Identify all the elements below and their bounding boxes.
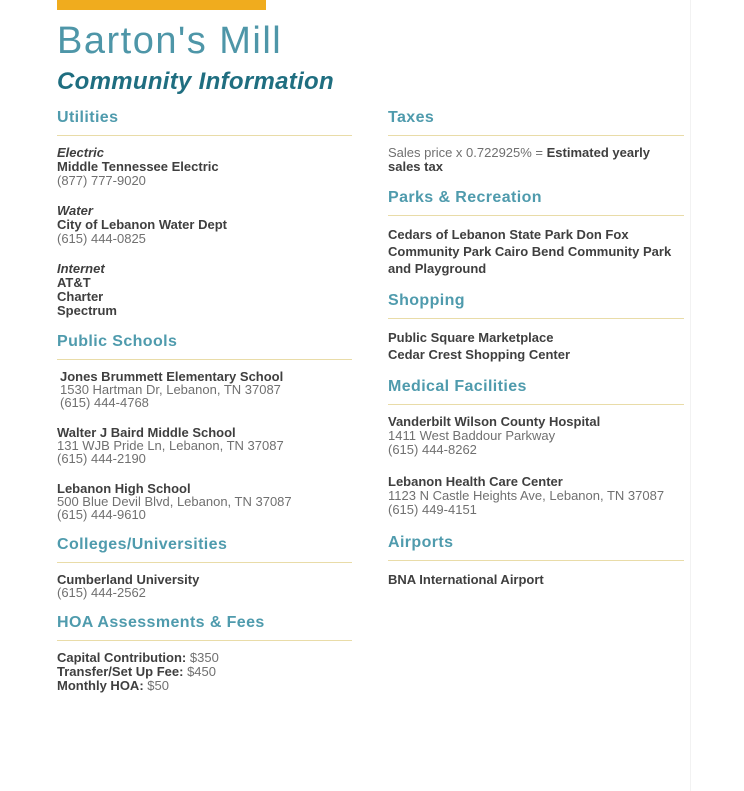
parks-body (388, 216, 684, 277)
school-item (57, 482, 352, 521)
medical-body (388, 405, 684, 517)
brand-accent-bar (57, 0, 266, 10)
school-phone: (615) 444-4768 (60, 395, 149, 410)
fee-label: Transfer/Set Up Fee: (57, 664, 184, 679)
airports-body (388, 561, 684, 588)
college-phone: (615) 444-2562 (57, 585, 146, 600)
shopping-body (388, 319, 684, 363)
school-item (57, 370, 352, 409)
college-item (57, 573, 352, 599)
facility-address: 1411 West Baddour Parkway (388, 428, 556, 443)
school-phone: (615) 444-2190 (57, 451, 146, 466)
internet-provider: Spectrum (57, 303, 117, 318)
parks-heading: Parks & Recreation (388, 190, 684, 216)
taxes-heading: Taxes (388, 110, 684, 136)
section-utilities (57, 110, 352, 318)
hoa-fee-item (57, 651, 352, 664)
colleges-body (57, 563, 352, 599)
facility-name: Vanderbilt Wilson County Hospital (388, 414, 601, 429)
page-header (0, 0, 744, 94)
section-shopping (388, 293, 684, 363)
college-name: Cumberland University (57, 572, 200, 587)
shopping-heading: Shopping (388, 293, 684, 319)
school-address: 131 WJB Pride Ln, Lebanon, TN 37087 (57, 438, 284, 453)
school-phone: (615) 444-9610 (57, 507, 146, 522)
section-colleges (57, 537, 352, 599)
left-column (57, 110, 352, 693)
page-edge-line (690, 0, 691, 791)
section-hoa (57, 615, 352, 692)
utility-internet (57, 262, 352, 318)
utility-provider-name: City of Lebanon Water Dept (57, 217, 227, 232)
shopping-item: Public Square Marketplace (388, 330, 554, 345)
utilities-body (57, 136, 352, 318)
taxes-body (388, 136, 684, 174)
hoa-fee-item (57, 665, 352, 678)
fee-value: $450 (187, 664, 216, 679)
school-name: Jones Brummett Elementary School (60, 369, 284, 384)
public-schools-heading: Public Schools (57, 334, 352, 360)
medical-facility (388, 415, 684, 457)
content-columns (0, 110, 744, 693)
parks-line: Cedars of Lebanon State Park Don Fox (388, 227, 629, 242)
parks-line: Community Park Cairo Bend Community Park (388, 244, 672, 259)
section-parks (388, 190, 684, 277)
utility-electric (57, 146, 352, 188)
section-public-schools (57, 334, 352, 521)
right-column (388, 110, 684, 693)
parks-line: and Playground (388, 261, 487, 276)
utility-type-label: Water (57, 203, 93, 218)
fee-value: $350 (189, 650, 219, 665)
section-airports (388, 535, 684, 588)
medical-facility (388, 475, 684, 517)
page-title: Barton's Mill (57, 20, 283, 62)
sales-tax-formula (388, 146, 684, 174)
shopping-item: Cedar Crest Shopping Center (388, 347, 571, 362)
hoa-heading: HOA Assessments & Fees (57, 615, 352, 641)
internet-provider: Charter (57, 289, 104, 304)
utility-provider-name: Middle Tennessee Electric (57, 159, 219, 174)
fee-label: Monthly HOA: (57, 678, 144, 693)
utility-water (57, 204, 352, 246)
section-taxes (388, 110, 684, 174)
hoa-body (57, 641, 352, 692)
colleges-heading: Colleges/Universities (57, 537, 352, 563)
facility-address: 1123 N Castle Heights Ave, Lebanon, TN 37087 (388, 488, 665, 503)
school-item (57, 426, 352, 465)
utility-type-label: Internet (57, 261, 105, 276)
fee-label: Capital Contribution: (57, 650, 187, 665)
school-name: Walter J Baird Middle School (57, 425, 236, 440)
school-address: 1530 Hartman Dr, Lebanon, TN 37087 (60, 382, 281, 397)
hoa-fee-item (57, 679, 352, 692)
facility-phone: (615) 444-8262 (388, 442, 477, 457)
utilities-heading: Utilities (57, 110, 352, 136)
public-schools-body (57, 360, 352, 521)
formula-prefix: Sales price x 0.722925% = (388, 145, 547, 160)
medical-heading: Medical Facilities (388, 379, 684, 405)
utility-phone: (877) 777-9020 (57, 173, 146, 188)
fee-value: $50 (147, 678, 169, 693)
airports-heading: Airports (388, 535, 684, 561)
school-name: Lebanon High School (57, 481, 191, 496)
facility-phone: (615) 449-4151 (388, 502, 477, 517)
formula-emphasis: Estimated yearly sales tax (388, 145, 650, 174)
page-subtitle: Community Information (57, 68, 334, 95)
utility-type-label: Electric (57, 145, 104, 160)
internet-provider: AT&T (57, 275, 91, 290)
airport-item: BNA International Airport (388, 572, 544, 587)
section-medical (388, 379, 684, 517)
school-address: 500 Blue Devil Blvd, Lebanon, TN 37087 (57, 494, 292, 509)
facility-name: Lebanon Health Care Center (388, 474, 563, 489)
utility-phone: (615) 444-0825 (57, 231, 146, 246)
